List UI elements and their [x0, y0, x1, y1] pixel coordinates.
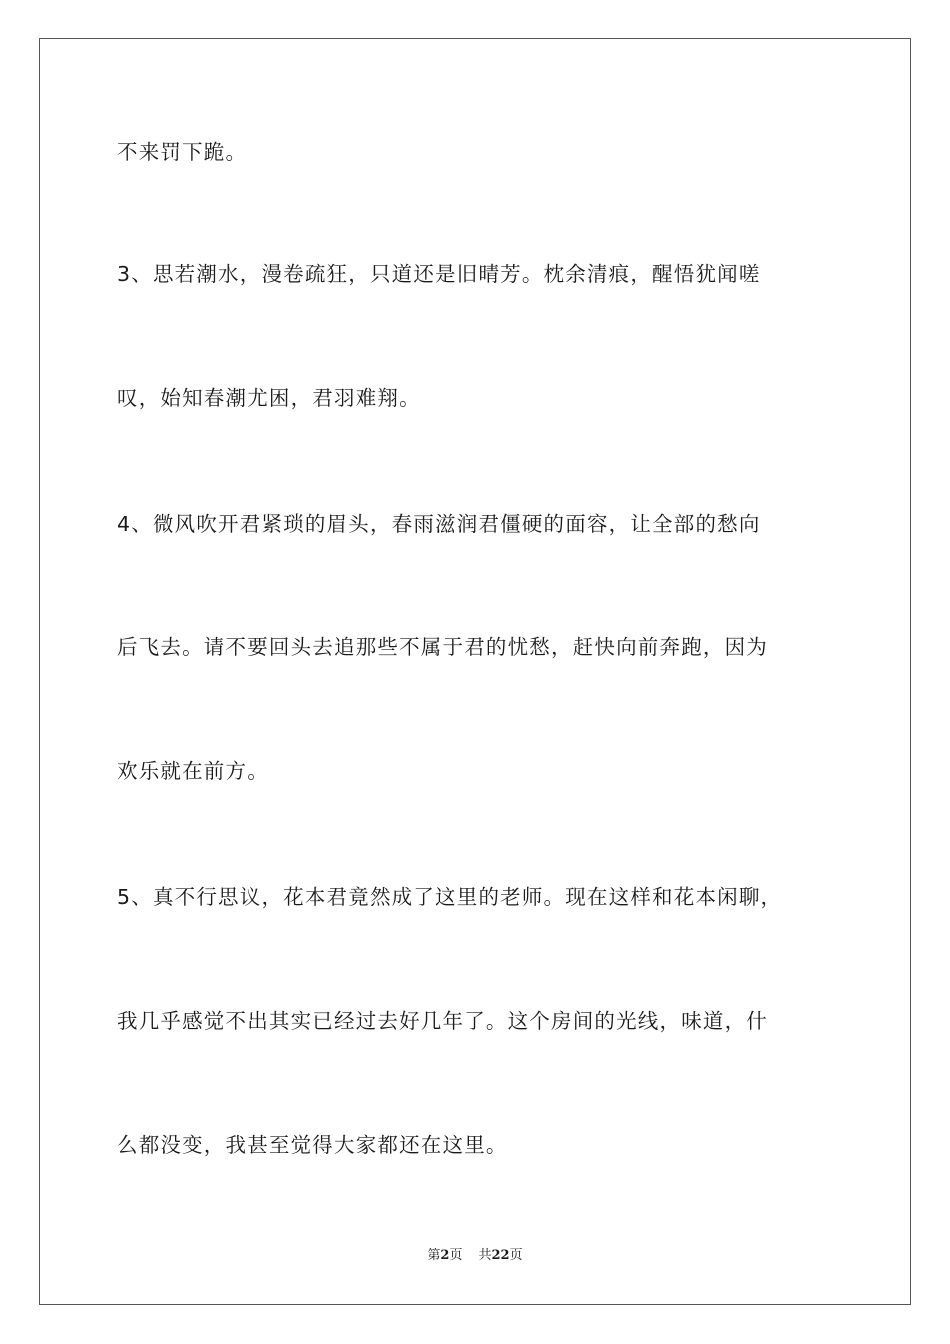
page-suffix: 页 — [449, 1248, 463, 1263]
text-line-2: 3、思若潮水，漫卷疏狂，只道还是旧晴芳。枕余清痕，醒悟犹闻嗟 — [117, 262, 761, 286]
text-line-9: 么都没变，我甚至觉得大家都还在这里。 — [117, 1133, 508, 1157]
page-border — [39, 38, 911, 1305]
text-line-1: 不来罚下跪。 — [117, 140, 248, 164]
total-prefix: 共 — [478, 1248, 492, 1263]
text-line-6: 欢乐就在前方。 — [117, 759, 269, 783]
text-line-8: 我几乎感觉不出其实已经过去好几年了。这个房间的光线，味道，什 — [117, 1009, 768, 1033]
current-page-number: 2 — [440, 1248, 450, 1263]
text-line-4: 4、微风吹开君紧琐的眉头，春雨滋润君僵硬的面容，让全部的愁向 — [117, 512, 761, 536]
text-line-3: 叹，始知春潮尤困，君羽难翔。 — [117, 386, 421, 410]
total-suffix: 页 — [509, 1248, 523, 1263]
text-line-7: 5、真不行思议，花本君竟然成了这里的老师。现在这样和花本闲聊， — [117, 885, 783, 909]
page-prefix: 第 — [427, 1248, 441, 1263]
text-line-5: 后飞去。请不要回头去追那些不属于君的忧愁，赶快向前奔跑，因为 — [117, 635, 768, 659]
page-footer — [0, 1247, 950, 1265]
total-page-count: 22 — [491, 1248, 510, 1263]
